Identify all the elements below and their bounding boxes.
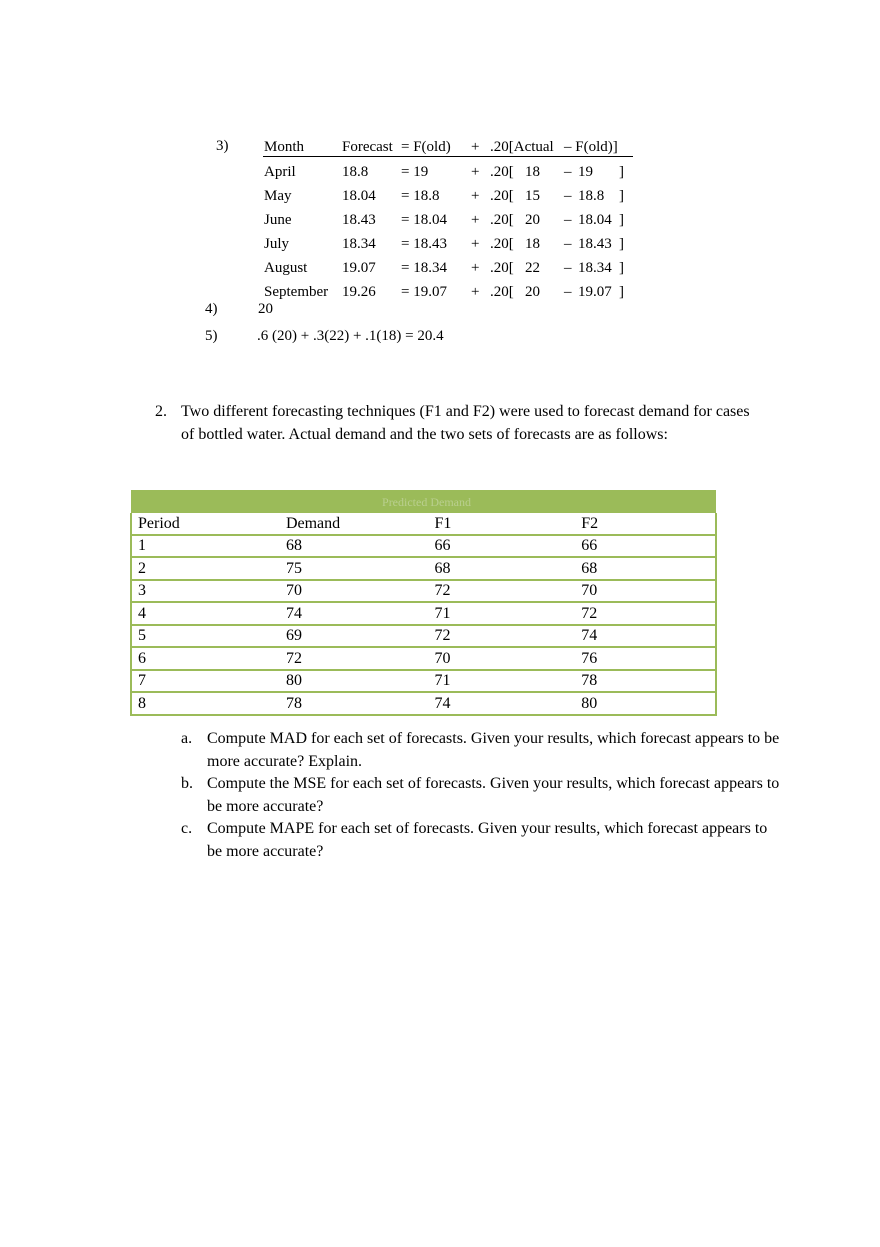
header-actual: .20[Actual [490,139,554,155]
cell-demand: 69 [274,625,423,648]
smoothing-cell-old: 18.8 [578,188,605,204]
table-band-row [131,490,716,513]
smoothing-cell-coef: .20[ [490,284,514,300]
smoothing-cell-month: May [264,188,292,204]
header-f2: F2 [569,513,716,535]
smoothing-cell-actual: 22 [525,260,540,276]
cell-period: 5 [131,625,274,648]
cell-f1: 70 [423,647,570,670]
cell-period: 7 [131,670,274,693]
smoothing-row [263,259,633,283]
cell-f1: 71 [423,602,570,625]
sub-questions [181,728,781,863]
sub-question [181,773,781,818]
smoothing-cell-plus: + [471,236,480,252]
cell-period: 1 [131,535,274,558]
question-2-number: 2. [155,403,167,420]
smoothing-cell-eq: = 18.43 [401,236,447,252]
cell-f2: 70 [569,580,716,603]
sub-question [181,728,781,773]
cell-period: 4 [131,602,274,625]
smoothing-cell-actual: 20 [525,284,540,300]
table-body [131,535,716,715]
table-row [131,602,716,625]
cell-f2: 68 [569,557,716,580]
cell-demand: 80 [274,670,423,693]
smoothing-cell-coef: .20[ [490,260,514,276]
smoothing-cell-forecast: 19.07 [342,260,376,276]
smoothing-row [263,163,633,187]
table-row [131,647,716,670]
smoothing-cell-close: ] [619,284,624,300]
smoothing-cell-close: ] [619,164,624,180]
smoothing-cell-forecast: 18.04 [342,188,376,204]
demand-forecast-table [130,490,717,716]
smoothing-cell-minus: – [564,212,572,228]
cell-f2: 72 [569,602,716,625]
smoothing-header-row [263,138,633,157]
cell-demand: 68 [274,535,423,558]
smoothing-cell-minus: – [564,236,572,252]
header-month: Month [264,139,305,155]
sub-question-text: Compute MAPE for each set of forecasts. Given your results, which forecast appears to be more accurate? [207,820,768,860]
header-demand: Demand [274,513,423,535]
table-row [131,557,716,580]
section-4 [205,301,273,318]
table-row [131,625,716,648]
smoothing-cell-month: April [264,164,296,180]
table-row [131,535,716,558]
smoothing-cell-old: 19 [578,164,593,180]
table-row [131,670,716,693]
section-4-number: 4) [205,301,218,317]
sub-question-text: Compute MAD for each set of forecasts. Given your results, which forecast appears to be more accurate? Explain. [207,730,780,770]
question-2-text: Two different forecasting techniques (F1 and F2) were used to forecast demand for cases of bottled water. Actual demand and the two sets of forecasts are as follows: [181,403,750,443]
smoothing-cell-old: 18.34 [578,260,612,276]
table-header-row [131,513,716,535]
smoothing-cell-eq: = 18.8 [401,188,440,204]
table-row [131,580,716,603]
smoothing-cell-forecast: 18.43 [342,212,376,228]
cell-f1: 71 [423,670,570,693]
smoothing-cell-plus: + [471,188,480,204]
smoothing-cell-actual: 18 [525,164,540,180]
smoothing-cell-coef: .20[ [490,188,514,204]
smoothing-cell-coef: .20[ [490,236,514,252]
header-f1: F1 [423,513,570,535]
smoothing-cell-plus: + [471,212,480,228]
smoothing-cell-actual: 18 [525,236,540,252]
cell-f1: 72 [423,625,570,648]
smoothing-row [263,211,633,235]
smoothing-cell-coef: .20[ [490,212,514,228]
cell-demand: 70 [274,580,423,603]
cell-period: 2 [131,557,274,580]
cell-demand: 74 [274,602,423,625]
cell-f2: 80 [569,692,716,715]
header-forecast: Forecast [342,139,393,155]
section-5-number: 5) [205,328,218,344]
smoothing-cell-plus: + [471,164,480,180]
smoothing-cell-month: September [264,284,329,300]
cell-f1: 72 [423,580,570,603]
smoothing-row [263,187,633,211]
smoothing-cell-eq: = 18.04 [401,212,447,228]
question-2 [155,401,755,446]
header-plus: + [471,139,480,155]
smoothing-cell-month: July [264,236,290,252]
header-period: Period [131,513,274,535]
smoothing-row [263,283,633,307]
smoothing-cell-month: August [264,260,308,276]
smoothing-cell-eq: = 19.07 [401,284,447,300]
smoothing-cell-old: 18.04 [578,212,612,228]
smoothing-cell-month: June [264,212,292,228]
smoothing-cell-forecast: 19.26 [342,284,376,300]
cell-demand: 75 [274,557,423,580]
sub-question [181,818,781,863]
smoothing-cell-minus: – [564,284,572,300]
section-5 [205,328,444,345]
header-minus-fold: – F(old)] [564,139,618,155]
smoothing-cell-coef: .20[ [490,164,514,180]
cell-f1: 68 [423,557,570,580]
smoothing-cell-close: ] [619,188,624,204]
cell-f1: 66 [423,535,570,558]
cell-period: 8 [131,692,274,715]
smoothing-table [263,138,633,307]
cell-period: 3 [131,580,274,603]
cell-f1: 74 [423,692,570,715]
sub-question-label: a. [181,730,193,747]
sub-question-label: b. [181,775,193,792]
smoothing-cell-minus: – [564,164,572,180]
section-4-value: 20 [258,301,273,317]
smoothing-rows [263,163,633,307]
section-3-number: 3) [216,138,229,154]
smoothing-cell-old: 19.07 [578,284,612,300]
smoothing-cell-close: ] [619,212,624,228]
cell-f2: 76 [569,647,716,670]
smoothing-cell-plus: + [471,284,480,300]
smoothing-cell-actual: 20 [525,212,540,228]
smoothing-cell-minus: – [564,260,572,276]
cell-f2: 78 [569,670,716,693]
smoothing-cell-close: ] [619,236,624,252]
table-band-label: Predicted Demand [131,490,716,513]
smoothing-cell-forecast: 18.34 [342,236,376,252]
header-fold: = F(old) [401,139,451,155]
smoothing-cell-eq: = 18.34 [401,260,447,276]
smoothing-cell-minus: – [564,188,572,204]
sub-question-label: c. [181,820,193,837]
table-row [131,692,716,715]
cell-demand: 78 [274,692,423,715]
cell-f2: 66 [569,535,716,558]
smoothing-row [263,235,633,259]
cell-demand: 72 [274,647,423,670]
smoothing-cell-close: ] [619,260,624,276]
cell-f2: 74 [569,625,716,648]
section-5-value: .6 (20) + .3(22) + .1(18) = 20.4 [257,328,444,344]
smoothing-cell-old: 18.43 [578,236,612,252]
smoothing-cell-plus: + [471,260,480,276]
smoothing-cell-eq: = 19 [401,164,429,180]
sub-question-text: Compute the MSE for each set of forecasts. Given your results, which forecast appears to be more accurate? [207,775,780,815]
cell-period: 6 [131,647,274,670]
smoothing-cell-actual: 15 [525,188,540,204]
smoothing-cell-forecast: 18.8 [342,164,369,180]
